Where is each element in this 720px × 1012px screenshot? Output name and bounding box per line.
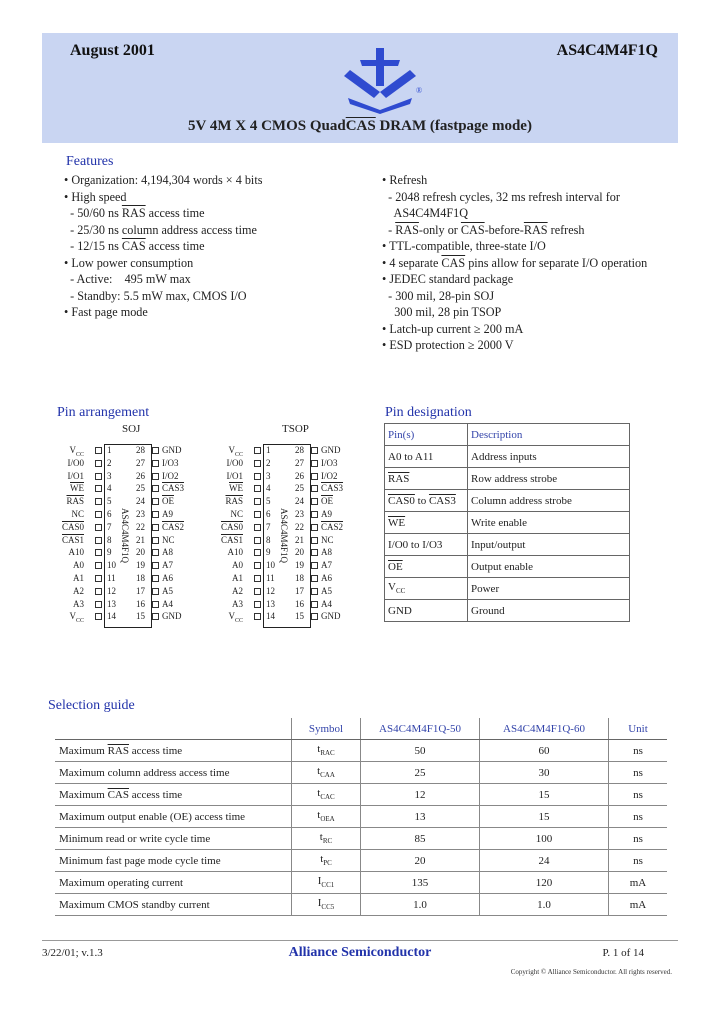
feature-item: • Low power consumption xyxy=(64,255,194,270)
pin-pad xyxy=(254,537,261,544)
pin-pad xyxy=(311,511,318,518)
feature-item: • Refresh xyxy=(382,173,428,187)
pin-pad xyxy=(95,447,102,454)
value-60-cell: 15 xyxy=(480,806,609,828)
symbol-cell: $t_{CAA}$ xyxy=(292,762,361,784)
pin-number: 17 xyxy=(136,585,145,596)
pin-number: 21 xyxy=(295,534,304,545)
value-50-cell: 135 xyxy=(361,872,480,894)
feature-item: • TTL-compatible, three-state I/O xyxy=(382,239,546,253)
pin-pad xyxy=(95,524,102,531)
pin-number: 16 xyxy=(136,598,145,609)
pin-pad xyxy=(95,537,102,544)
pin-number: 12 xyxy=(266,585,275,596)
pin-right: A6 xyxy=(321,573,332,583)
pin-number: 23 xyxy=(136,509,145,519)
value-50-cell: 25 xyxy=(361,762,480,784)
pin-number: 11 xyxy=(107,573,116,583)
pin-right: CAS3 xyxy=(321,483,344,494)
param-cell: Minimum read or write cycle time xyxy=(55,828,292,850)
table-row xyxy=(55,894,667,916)
feature-item: - Active: 495 mW max xyxy=(64,272,191,286)
pin-right: GND xyxy=(162,611,182,622)
symbol-cell: $t_{CAC}$ xyxy=(292,784,361,806)
pin-pad xyxy=(254,575,261,582)
feature-item: • ESD protection ≥ 2000 V xyxy=(382,338,514,352)
pin-number: 7 xyxy=(266,521,271,532)
value-60-cell: 120 xyxy=(480,872,609,894)
pin-pad xyxy=(254,511,261,518)
pin-number: 1 xyxy=(266,445,271,455)
pin-number: 26 xyxy=(295,470,304,481)
pin-right: NC xyxy=(162,534,175,545)
pin-cell: GND xyxy=(385,600,468,622)
desc-cell: Ground xyxy=(468,600,630,622)
feature-item: • Organization: 4,194,304 words × 4 bits xyxy=(64,173,263,187)
header-part-number: AS4C4M4F1Q xyxy=(556,42,658,59)
pin-number: 6 xyxy=(107,509,112,519)
pin-pad xyxy=(311,601,318,608)
pin-pad xyxy=(311,485,318,492)
unit-cell: mA xyxy=(609,872,668,894)
footer-divider xyxy=(42,940,678,941)
table-row xyxy=(55,784,667,806)
desc-cell: Output enable xyxy=(468,556,630,578)
value-50-cell: 50 xyxy=(361,740,480,762)
pin-pad xyxy=(254,549,261,556)
value-60-cell: 100 xyxy=(480,828,609,850)
col-symbol: Symbol xyxy=(292,718,361,740)
pin-pad xyxy=(311,549,318,556)
col-50: AS4C4M4F1Q-50 xyxy=(361,718,480,740)
pin-right: A4 xyxy=(162,598,173,609)
desc-cell: Column address strobe xyxy=(468,490,630,512)
pin-number: 4 xyxy=(107,483,112,494)
pin-number: 18 xyxy=(295,573,304,583)
value-50-cell: 1.0 xyxy=(361,894,480,916)
pin-right: A7 xyxy=(321,560,332,571)
pin-pad xyxy=(152,447,159,454)
table-row xyxy=(55,740,667,762)
pin-pad xyxy=(152,537,159,544)
pin-number: 27 xyxy=(136,457,145,468)
pin-number: 20 xyxy=(136,547,145,558)
feature-item: - 2048 refresh cycles, 32 ms refresh interval for xyxy=(382,189,620,204)
pin-right: $\overline{OE}$ xyxy=(162,496,174,507)
pin-number: 23 xyxy=(295,509,304,519)
pin-pad xyxy=(95,549,102,556)
unit-cell: ns xyxy=(609,850,668,872)
pin-number: 24 xyxy=(136,496,145,507)
pin-number: 20 xyxy=(295,547,304,558)
pin-pad xyxy=(95,485,102,492)
page-title: 5V 4M X 4 CMOS $Quad\overline{CAS}$ DRAM (fastpage mode) xyxy=(188,118,532,134)
pin-pad xyxy=(311,473,318,480)
pin-number: 6 xyxy=(266,509,271,519)
pin-pad xyxy=(254,498,261,505)
unit-cell: ns xyxy=(609,762,668,784)
table-row xyxy=(385,512,630,534)
selection-guide-table xyxy=(55,718,667,916)
value-50-cell: 20 xyxy=(361,850,480,872)
pin-number: 3 xyxy=(266,470,271,481)
pin-pad xyxy=(95,575,102,582)
table-row xyxy=(55,806,667,828)
pin-number: 9 xyxy=(266,547,271,558)
pin-pad xyxy=(254,613,261,620)
pin-pad xyxy=(254,601,261,608)
symbol-cell: $t_{PC}$ xyxy=(292,850,361,872)
chip-label: AS4C4M4F1Q xyxy=(279,508,289,564)
symbol-cell: $I_{CC1}$ xyxy=(292,872,361,894)
pin-pad xyxy=(311,562,318,569)
pin-pad xyxy=(311,588,318,595)
feature-item: - 25/30 ns column address access time xyxy=(64,222,257,237)
pin-right: I/O3 xyxy=(162,457,179,468)
value-60-cell: 24 xyxy=(480,850,609,872)
pin-number: 19 xyxy=(295,560,304,571)
pin-pad xyxy=(152,485,159,492)
desc-cell: Write enable xyxy=(468,512,630,534)
unit-cell: ns xyxy=(609,806,668,828)
pin-pad xyxy=(95,613,102,620)
pin-pad xyxy=(95,498,102,505)
pin-number: 21 xyxy=(136,534,145,545)
pin-pad xyxy=(311,537,318,544)
pin-number: 1 xyxy=(107,445,112,455)
pin-number: 25 xyxy=(136,483,145,494)
table-row xyxy=(385,534,630,556)
pin-number: 14 xyxy=(266,611,275,622)
pin-right: CAS3 xyxy=(162,483,185,494)
pin-pad xyxy=(152,588,159,595)
table-row xyxy=(385,446,630,468)
pin-right: CAS2 xyxy=(162,521,185,532)
pin-number: 2 xyxy=(107,457,112,468)
feature-item: • 4 separate $\overline{CAS}$ pins allow for separate I/O operation xyxy=(382,255,648,270)
pin-right: CAS2 xyxy=(321,521,344,532)
value-60-cell: 15 xyxy=(480,784,609,806)
pin-number: 3 xyxy=(107,470,112,481)
footer-page-number: P. 1 of 14 xyxy=(602,947,644,959)
pin-number: 14 xyxy=(107,611,116,622)
param-cell: Minimum fast page mode cycle time xyxy=(55,850,292,872)
chip-label: AS4C4M4F1Q xyxy=(120,508,130,564)
pin-number: 19 xyxy=(136,560,145,571)
pin-number: 5 xyxy=(266,496,271,507)
pin-pad xyxy=(254,562,261,569)
pin-pad xyxy=(95,562,102,569)
pin-pad xyxy=(254,524,261,531)
pin-number: 28 xyxy=(136,445,145,455)
feature-item: - Standby: 5.5 mW max, CMOS I/O xyxy=(64,288,247,303)
pin-number: 10 xyxy=(266,560,275,571)
feature-item: • Fast page mode xyxy=(64,305,148,319)
pin-right: I/O2 xyxy=(162,470,179,481)
desc-cell: Row address strobe xyxy=(468,468,630,490)
pin-right: GND xyxy=(162,445,182,455)
desc-cell: Input/output xyxy=(468,534,630,556)
pin-number: 12 xyxy=(107,585,116,596)
pin-number: 15 xyxy=(295,611,304,622)
pin-number: 26 xyxy=(136,470,145,481)
pin-right: GND xyxy=(321,611,341,622)
col-pins: Pin(s) xyxy=(385,424,468,446)
pin-pad xyxy=(254,473,261,480)
pin-designation-heading: Pin designation xyxy=(385,405,472,420)
pin-pad xyxy=(95,601,102,608)
pin-number: 17 xyxy=(295,585,304,596)
table-header-row xyxy=(385,424,630,446)
value-60-cell: 60 xyxy=(480,740,609,762)
pin-right: A7 xyxy=(162,560,173,571)
pin-pad xyxy=(95,473,102,480)
table-row xyxy=(385,556,630,578)
feature-item: 300 mil, 28 pin TSOP xyxy=(382,305,502,319)
pin-number: 22 xyxy=(295,521,304,532)
desc-cell: Power xyxy=(468,578,630,600)
pin-pad xyxy=(311,524,318,531)
table-row xyxy=(55,872,667,894)
symbol-cell: $t_{OEA}$ xyxy=(292,806,361,828)
pin-right: I/O3 xyxy=(321,457,338,468)
pin-pad xyxy=(152,601,159,608)
pin-number: 15 xyxy=(136,611,145,622)
pin-pad xyxy=(95,460,102,467)
value-50-cell: 12 xyxy=(361,784,480,806)
pin-pad xyxy=(152,498,159,505)
unit-cell: ns xyxy=(609,784,668,806)
pin-number: 24 xyxy=(295,496,304,507)
pin-right: A4 xyxy=(321,598,332,609)
col-60: AS4C4M4F1Q-60 xyxy=(480,718,609,740)
pin-pad xyxy=(152,473,159,480)
feature-item: - 50/60 ns $\overline{RAS}$ access time xyxy=(64,206,205,220)
soj-label: SOJ xyxy=(122,423,141,435)
value-60-cell: 30 xyxy=(480,762,609,784)
param-cell: Maximum $\overline{CAS}$ access time xyxy=(55,784,292,806)
unit-cell: ns xyxy=(609,740,668,762)
param-cell: Maximum column address access time xyxy=(55,762,292,784)
col-unit: Unit xyxy=(609,718,668,740)
pin-pad xyxy=(152,613,159,620)
header-date: August 2001 xyxy=(70,42,155,59)
footer-company: Alliance Semiconductor xyxy=(288,945,432,960)
symbol-cell: $I_{CC5}$ xyxy=(292,894,361,916)
pin-right: I/O2 xyxy=(321,470,338,481)
pin-number: 8 xyxy=(107,534,112,545)
feature-item: • High speed xyxy=(64,189,127,204)
pin-pad xyxy=(254,588,261,595)
pin-pad xyxy=(152,460,159,467)
pin-number: 28 xyxy=(295,445,304,455)
table-row xyxy=(385,578,630,600)
param-cell: Maximum $\overline{RAS}$ access time xyxy=(55,740,292,762)
pin-right: A5 xyxy=(321,585,332,596)
pin-pad xyxy=(311,613,318,620)
param-cell: Maximum output enable (OE) access time xyxy=(55,806,292,828)
feature-item: AS4C4M4F1Q xyxy=(382,206,469,220)
pin-arrangement-heading: Pin arrangement xyxy=(57,405,150,420)
pin-right: NC xyxy=(321,534,334,545)
pin-right: A8 xyxy=(162,547,173,558)
pin-pad xyxy=(311,575,318,582)
table-row xyxy=(55,762,667,784)
pin-pad xyxy=(254,447,261,454)
pin-pad xyxy=(152,562,159,569)
pin-number: 11 xyxy=(266,573,275,583)
footer-date-version: 3/22/01; v.1.3 xyxy=(42,947,103,959)
pin-number: 13 xyxy=(107,598,116,609)
pin-number: 4 xyxy=(266,483,271,494)
pin-pad xyxy=(311,447,318,454)
selection-guide-heading: Selection guide xyxy=(48,698,135,713)
features-right-list xyxy=(382,172,647,354)
pin-pad xyxy=(152,549,159,556)
pin-number: 22 xyxy=(136,521,145,532)
value-50-cell: 85 xyxy=(361,828,480,850)
pin-right: A5 xyxy=(162,585,173,596)
pin-pad xyxy=(95,588,102,595)
table-row xyxy=(385,468,630,490)
pin-pad xyxy=(311,498,318,505)
pin-cell: A0 to A11 xyxy=(385,446,468,468)
pin-number: 7 xyxy=(107,521,112,532)
pin-number: 9 xyxy=(107,547,112,558)
pin-number: 2 xyxy=(266,457,271,468)
pin-pad xyxy=(311,460,318,467)
pin-right: $\overline{OE}$ xyxy=(321,496,333,507)
pin-cell: $\overline{RAS}$ xyxy=(385,468,468,490)
pin-designation-table xyxy=(384,423,630,622)
unit-cell: ns xyxy=(609,828,668,850)
pin-number: 10 xyxy=(107,560,116,571)
pin-cell: CAS0 to CAS3 xyxy=(385,490,468,512)
footer-copyright: Copyright © Alliance Semiconductor. All rights reserved. xyxy=(510,968,672,976)
pin-right: A9 xyxy=(162,509,173,519)
pin-pad xyxy=(254,485,261,492)
pin-right: A8 xyxy=(321,547,332,558)
pin-cell: $\overline{OE}$ xyxy=(385,556,468,578)
pin-right: A6 xyxy=(162,573,173,583)
pin-number: 25 xyxy=(295,483,304,494)
pin-number: 8 xyxy=(266,534,271,545)
pin-pad xyxy=(254,460,261,467)
pin-number: 27 xyxy=(295,457,304,468)
pin-pad xyxy=(152,524,159,531)
feature-item: • Latch-up current ≥ 200 mA xyxy=(382,321,524,336)
feature-item: - 300 mil, 28-pin SOJ xyxy=(382,288,495,303)
table-row xyxy=(385,600,630,622)
pin-right: GND xyxy=(321,445,341,455)
tsop-label: TSOP xyxy=(282,423,309,435)
pin-cell: $\overline{WE}$ xyxy=(385,512,468,534)
table-row xyxy=(55,850,667,872)
pin-cell: $V_{CC}$ xyxy=(385,578,468,600)
alliance-logo-icon xyxy=(340,46,423,114)
symbol-cell: $t_{RAC}$ xyxy=(292,740,361,762)
table-row xyxy=(385,490,630,512)
pin-right: A9 xyxy=(321,509,332,519)
features-left-list xyxy=(64,172,262,321)
value-60-cell: 1.0 xyxy=(480,894,609,916)
col-description: Description xyxy=(468,424,630,446)
value-50-cell: 13 xyxy=(361,806,480,828)
registered-mark: ® xyxy=(416,86,423,95)
unit-cell: mA xyxy=(609,894,668,916)
feature-item: - 12/15 ns $\overline{CAS}$ access time xyxy=(64,239,205,253)
pin-cell: I/O0 to I/O3 xyxy=(385,534,468,556)
symbol-cell: $t_{RC}$ xyxy=(292,828,361,850)
pin-pad xyxy=(152,511,159,518)
pin-number: 5 xyxy=(107,496,112,507)
param-cell: Maximum CMOS standby current xyxy=(55,894,292,916)
table-row xyxy=(55,828,667,850)
pin-number: 18 xyxy=(136,573,145,583)
feature-item: • JEDEC standard package xyxy=(382,272,514,286)
table-header-row xyxy=(55,718,667,740)
pin-pad xyxy=(95,511,102,518)
feature-item: - $\overline{RAS}$-only or $\overline{CAS}-before-\overline{RAS}$ refresh xyxy=(382,222,585,237)
pin-pad xyxy=(152,575,159,582)
pin-number: 13 xyxy=(266,598,275,609)
pin-number: 16 xyxy=(295,598,304,609)
desc-cell: Address inputs xyxy=(468,446,630,468)
param-cell: Maximum operating current xyxy=(55,872,292,894)
features-heading: Features xyxy=(66,154,114,169)
